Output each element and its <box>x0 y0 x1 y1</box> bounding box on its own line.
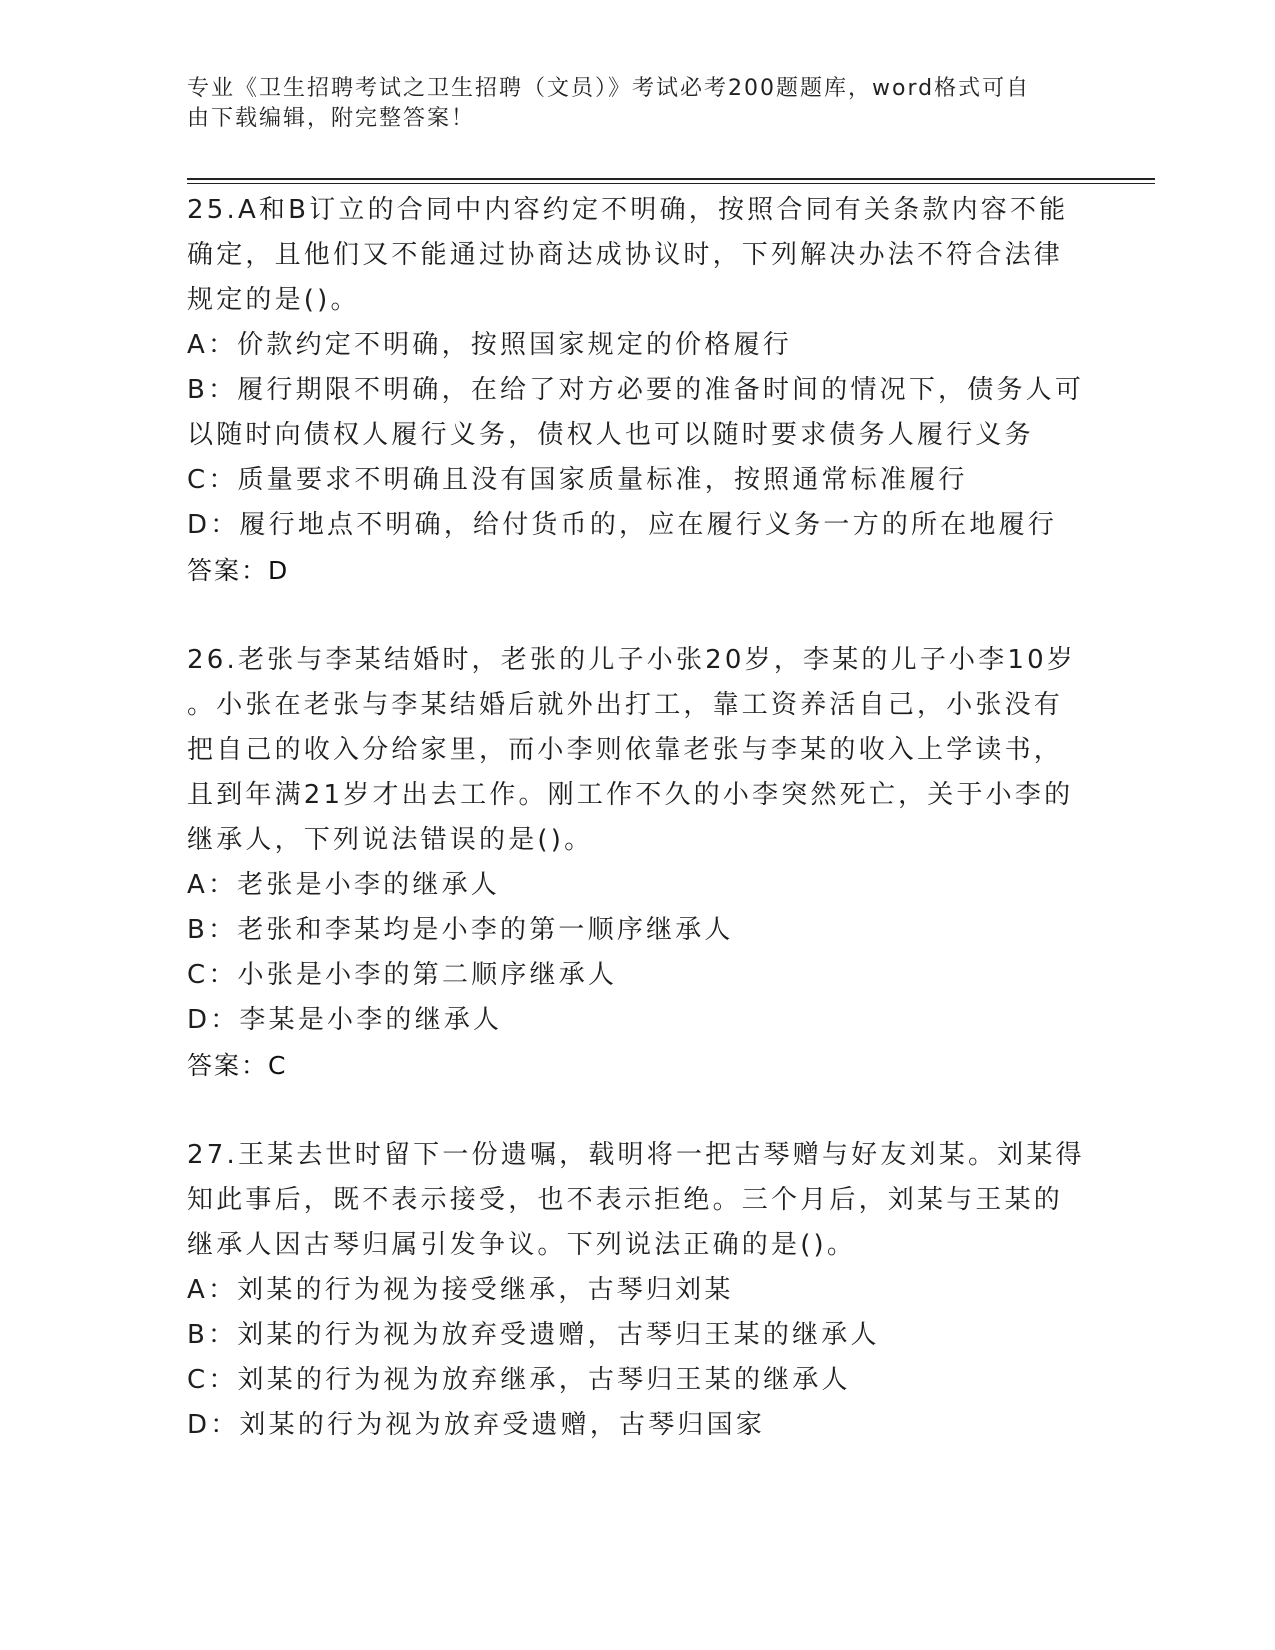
question-27 <box>187 1133 1087 1448</box>
question-stem-line: 且到年满21岁才出去工作。刚工作不久的小李突然死亡，关于小李的 <box>187 780 1074 810</box>
question-stem-line: 。小张在老张与李某结婚后就外出打工，靠工资养活自己，小张没有 <box>187 690 1064 720</box>
option-c: C：质量要求不明确且没有国家质量标准，按照通常标准履行 <box>187 465 968 495</box>
option-b-continued: 以随时向债权人履行义务，债权人也可以随时要求债务人履行义务 <box>187 420 1034 450</box>
question-stem-line: 把自己的收入分给家里，而小李则依靠老张与李某的收入上学读书， <box>187 735 1064 765</box>
question-25 <box>187 188 1087 593</box>
question-stem-line: 27.王某去世时留下一份遗嘱，载明将一把古琴赠与好友刘某。刘某得 <box>187 1140 1085 1170</box>
header-divider <box>187 178 1155 184</box>
option-a: A：价款约定不明确，按照国家规定的价格履行 <box>187 330 792 360</box>
question-spacer <box>187 1088 1087 1133</box>
option-d: D：刘某的行为视为放弃受遗赠，古琴归国家 <box>187 1410 766 1440</box>
question-stem-line: 确定，且他们又不能通过协商达成协议时，下列解决办法不符合法律 <box>187 240 1064 270</box>
question-stem-line: 知此事后，既不表示接受，也不表示拒绝。三个月后，刘某与王某的 <box>187 1185 1064 1215</box>
option-b: B：老张和李某均是小李的第一顺序继承人 <box>187 915 734 945</box>
option-c: C：小张是小李的第二顺序继承人 <box>187 960 618 990</box>
question-stem-line: 继承人，下列说法错误的是()。 <box>187 825 594 855</box>
option-b: B：履行期限不明确，在给了对方必要的准备时间的情况下，债务人可 <box>187 375 1085 405</box>
option-d: D：李某是小李的继承人 <box>187 1005 503 1035</box>
question-list <box>187 188 1087 1448</box>
question-26 <box>187 638 1087 1088</box>
option-b: B：刘某的行为视为放弃受遗赠，古琴归王某的继承人 <box>187 1320 880 1350</box>
document-header <box>187 74 1087 134</box>
question-stem-line: 继承人因古琴归属引发争议。下列说法正确的是()。 <box>187 1230 857 1260</box>
header-line-2: 由下载编辑，附完整答案！ <box>187 106 476 131</box>
option-a: A：刘某的行为视为接受继承，古琴归刘某 <box>187 1275 734 1305</box>
answer: 答案：C <box>187 1051 288 1080</box>
header-line-1: 专业《卫生招聘考试之卫生招聘（文员）》考试必考200题题库，word格式可自 <box>187 76 1031 101</box>
question-spacer <box>187 593 1087 638</box>
option-a: A：老张是小李的继承人 <box>187 870 500 900</box>
option-d: D：履行地点不明确，给付货币的，应在履行义务一方的所在地履行 <box>187 510 1058 540</box>
question-stem-line: 25.A和B订立的合同中内容约定不明确，按照合同有关条款内容不能 <box>187 195 1069 225</box>
option-c: C：刘某的行为视为放弃继承，古琴归王某的继承人 <box>187 1365 851 1395</box>
answer: 答案：D <box>187 556 290 585</box>
question-stem-line: 26.老张与李某结婚时，老张的儿子小张20岁，李某的儿子小李10岁 <box>187 645 1077 675</box>
question-stem-line: 规定的是()。 <box>187 285 360 315</box>
